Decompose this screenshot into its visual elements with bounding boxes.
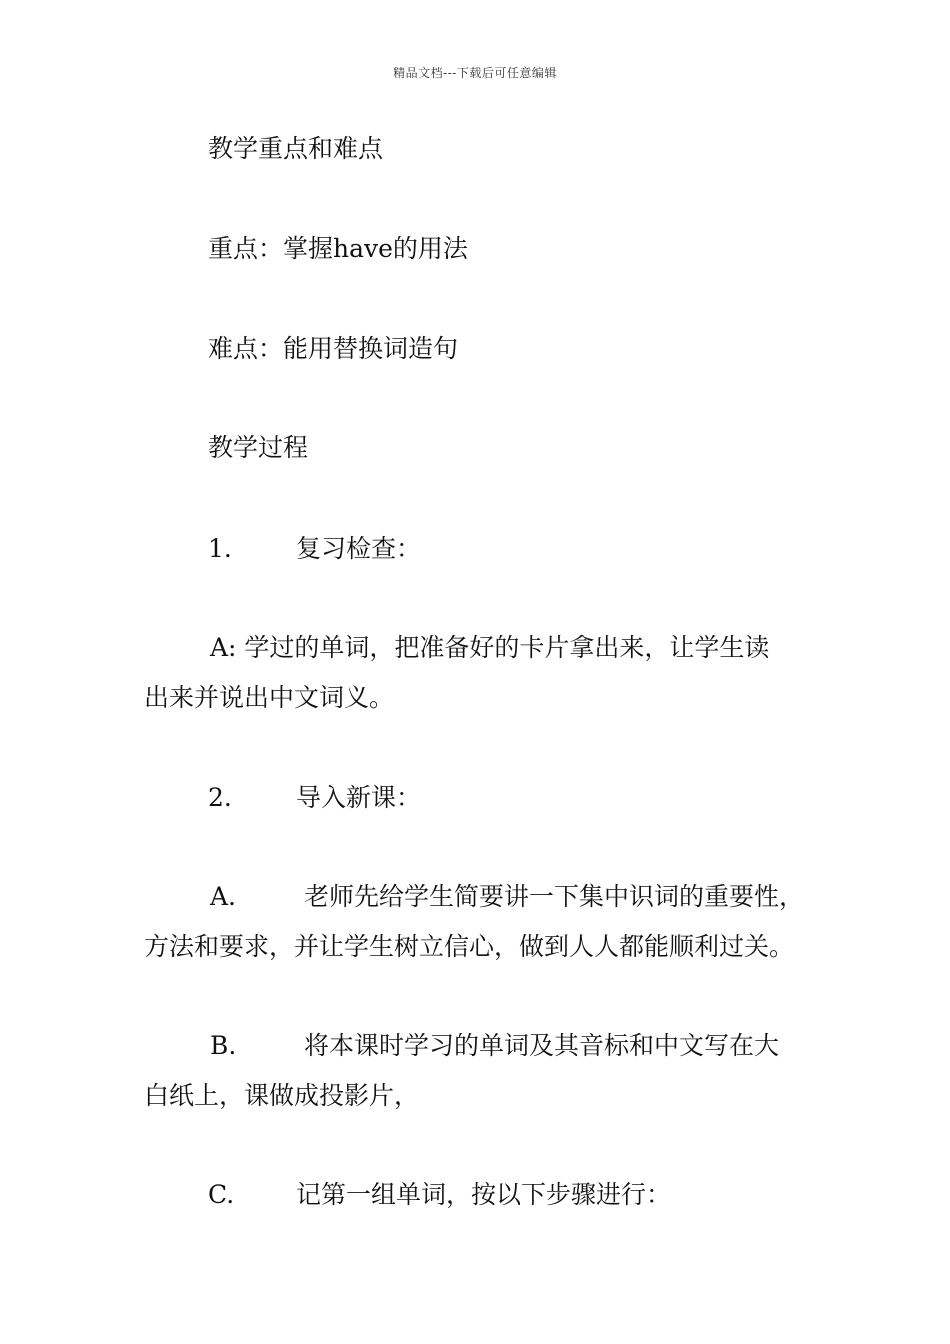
difficult-point-text: 难点：能用替换词造句 [208, 334, 459, 363]
step-2-b-label: B. [210, 1031, 237, 1060]
step-2-title: 导入新课： [296, 783, 422, 812]
step-2-c-text: 记第一组单词，按以下步骤进行： [296, 1180, 672, 1209]
step-1-a-line-2: 出来并说出中文词义。 [144, 683, 395, 712]
step-2-a-text: 老师先给学生简要讲一下集中识词的重要性， [304, 882, 805, 911]
step-1-title: 复习检查： [296, 534, 422, 563]
step-2-b-line-1 [210, 1031, 779, 1061]
page-header: 精品文档---下载后可任意编辑 [393, 66, 557, 80]
step-2-b-text: 将本课时学习的单词及其音标和中文写在大 [304, 1031, 780, 1060]
step-2-number: 2. [208, 783, 232, 812]
step-2-a-line-1 [210, 882, 804, 912]
step-1-number: 1. [208, 534, 232, 563]
step-2-b-line-2: 白纸上，课做成投影片， [144, 1081, 420, 1110]
step-2-a-label: A. [210, 882, 237, 911]
heading-teaching-process: 教学过程 [208, 433, 309, 462]
key-point-text: 重点：掌握have的用法 [208, 234, 468, 263]
step-1-a-line-1: A: 学过的单词，把准备好的卡片拿出来，让学生读 [210, 633, 770, 662]
step-1 [208, 534, 421, 564]
heading-focus-difficulty: 教学重点和难点 [208, 134, 384, 163]
step-2 [208, 783, 421, 813]
step-2-c-label: C. [208, 1180, 235, 1209]
step-2-a-line-2: 方法和要求，并让学生树立信心，做到人人都能顺利过关。 [144, 932, 795, 961]
step-2-c [208, 1180, 671, 1210]
